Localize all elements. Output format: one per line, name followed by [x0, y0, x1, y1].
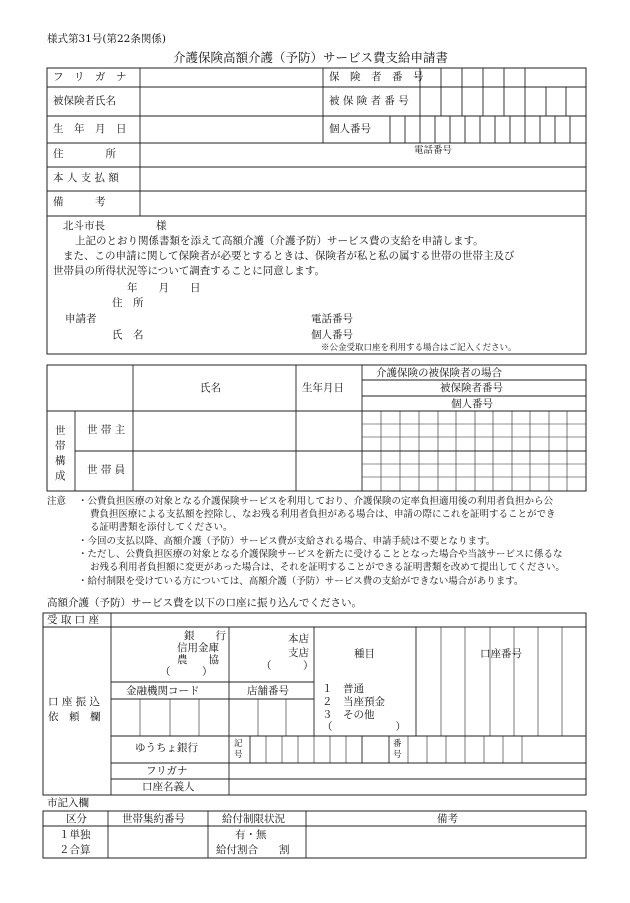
branch-number-label: 店舗番号 [247, 685, 289, 697]
form-title: 介護保険高額介護（予防）サービス費支給申請書 [173, 50, 449, 65]
insured-number-label: 被 保 険 者 番 号 [329, 95, 409, 107]
benefit-ratio: 給付割合 割 [216, 844, 290, 856]
bank-paren: （ ） [160, 666, 213, 678]
bank-intro: 高額介護（予防）サービス費を以下の口座に振り込んでください。 [47, 597, 362, 609]
holder-furigana-label: フリガナ [146, 765, 188, 777]
remarks-label: 備 考 [53, 196, 106, 208]
kubun-single: １単独 [59, 829, 91, 841]
col-name: 氏名 [200, 382, 221, 394]
col-kubun: 区分 [66, 813, 87, 825]
col-birth: 生年月日 [302, 382, 344, 394]
addressee-sama: 様 [156, 220, 167, 232]
transfer-label: 口 座 振 込 [48, 696, 101, 708]
insurer-number-label: 保 険 者 番 号 [329, 71, 424, 83]
household-head-label: 世 帯 主 [87, 424, 126, 436]
type-other-paren: （ ） [322, 721, 406, 733]
note-1c: る証明書類を添付してください。 [90, 522, 233, 533]
office-use-title: 市記入欄 [47, 797, 89, 809]
applicant-phone-label: 電話番号 [311, 313, 353, 325]
col-insured-number: 被保険者番号 [440, 382, 503, 394]
note-2: ・今回の支払以降、高額介護（予防）サービス費が支給される場合、申請手続は不要となります。 [78, 536, 496, 547]
payment-amount-label: 本 人 支 払 額 [53, 172, 119, 184]
application-date: 年 月 日 [127, 282, 201, 294]
declaration-line-3: 世帯員の所得状況等について調査することに同意します。 [53, 265, 325, 277]
account-holder-label: 口座名義人 [142, 781, 195, 793]
note-1b: 費負担医療による支払額を控除し、なお残る利用者負担がある場合は、申請の際にこれを証明することができ [90, 509, 556, 520]
note-4: ・給付制限を受けている方については、高額介護（予防）サービス費の支給ができない場合があります。 [78, 576, 524, 587]
public-account-note: ※公金受取口座を利用する場合はご記入ください。 [321, 343, 517, 353]
insured-name-label: 被保険者氏名 [53, 95, 116, 107]
applicant-personal-number-label: 個人番号 [311, 329, 353, 341]
limit-yes-no: 有・無 [235, 829, 267, 841]
phone-label: 電話番号 [414, 145, 453, 156]
branch-paren: （ ） [261, 660, 314, 672]
type-current: ２ 当座預金 [322, 696, 385, 708]
yucho-bank-label: ゆうちょ銀行 [135, 742, 198, 754]
notes-label: 注意 [47, 496, 67, 507]
request-label: 依 頼 欄 [48, 711, 101, 723]
kubun-sum: ２合算 [59, 844, 91, 856]
col-benefit-limit: 給付制限状況 [222, 813, 285, 825]
bank-shinkin: 信用金庫 [177, 642, 219, 654]
type-ordinary: １ 普通 [322, 683, 364, 695]
household-group-label: 世帯構成 [55, 425, 66, 482]
type-other: ３ その他 [322, 709, 375, 721]
col-office-remarks: 備考 [437, 813, 458, 825]
bango-label: 番号 [393, 739, 402, 760]
addressee: 北斗市長 [63, 220, 105, 232]
applicant-name-label: 氏 名 [112, 329, 144, 341]
declaration-line-1: 上記のとおり関係書類を添えて高額介護（介護予防）サービス費の支給を申請します。 [75, 235, 484, 247]
col-household-number: 世帯集約番号 [122, 813, 185, 825]
kigo-label: 記号 [234, 739, 243, 760]
fi-code-label: 金融機関コード [126, 685, 200, 697]
receiving-account-label: 受 取 口 座 [47, 614, 100, 626]
note-3a: ・ただし、公費負担医療の対象となる介護保険サービスを新たに受けることとなった場合や当該サービスに係るな [78, 549, 563, 560]
bank-ginko: 銀 行 [184, 630, 226, 642]
form-number: 様式第31号(第22条関係) [47, 33, 166, 45]
col-insured-case: 介護保険の被保険者の場合 [376, 367, 502, 379]
account-number-label: 口座番号 [480, 648, 522, 660]
household-member-label: 世 帯 員 [87, 464, 126, 476]
bank-nokyo: 農 協 [177, 654, 219, 666]
personal-number-label: 個人番号 [329, 123, 371, 135]
branch-shiten: 支店 [288, 647, 309, 659]
col-personal-number: 個人番号 [451, 398, 493, 410]
furigana-label: フ リ ガ ナ [53, 71, 127, 83]
note-1a: ・公費負担医療の対象となる介護保険サービスを利用しており、介護保険の定率負担適用後の利用者負担から公 [78, 496, 554, 507]
declaration-line-2: また、この申請に関して保険者が必要とするときは、保険者が私と私の属する世帯の世帯主及び [63, 250, 515, 262]
branch-honten: 本店 [288, 633, 309, 645]
account-type-label: 種目 [354, 648, 375, 660]
applicant-address-label: 住 所 [112, 297, 144, 309]
applicant-label: 申請者 [65, 313, 97, 325]
note-3b: お残る利用者負担額に変更があった場合は、それを証明することができる証明書類を改めて提出してください。 [90, 562, 565, 573]
address-label: 住 所 [53, 148, 116, 160]
birth-date-label: 生 年 月 日 [53, 123, 127, 135]
